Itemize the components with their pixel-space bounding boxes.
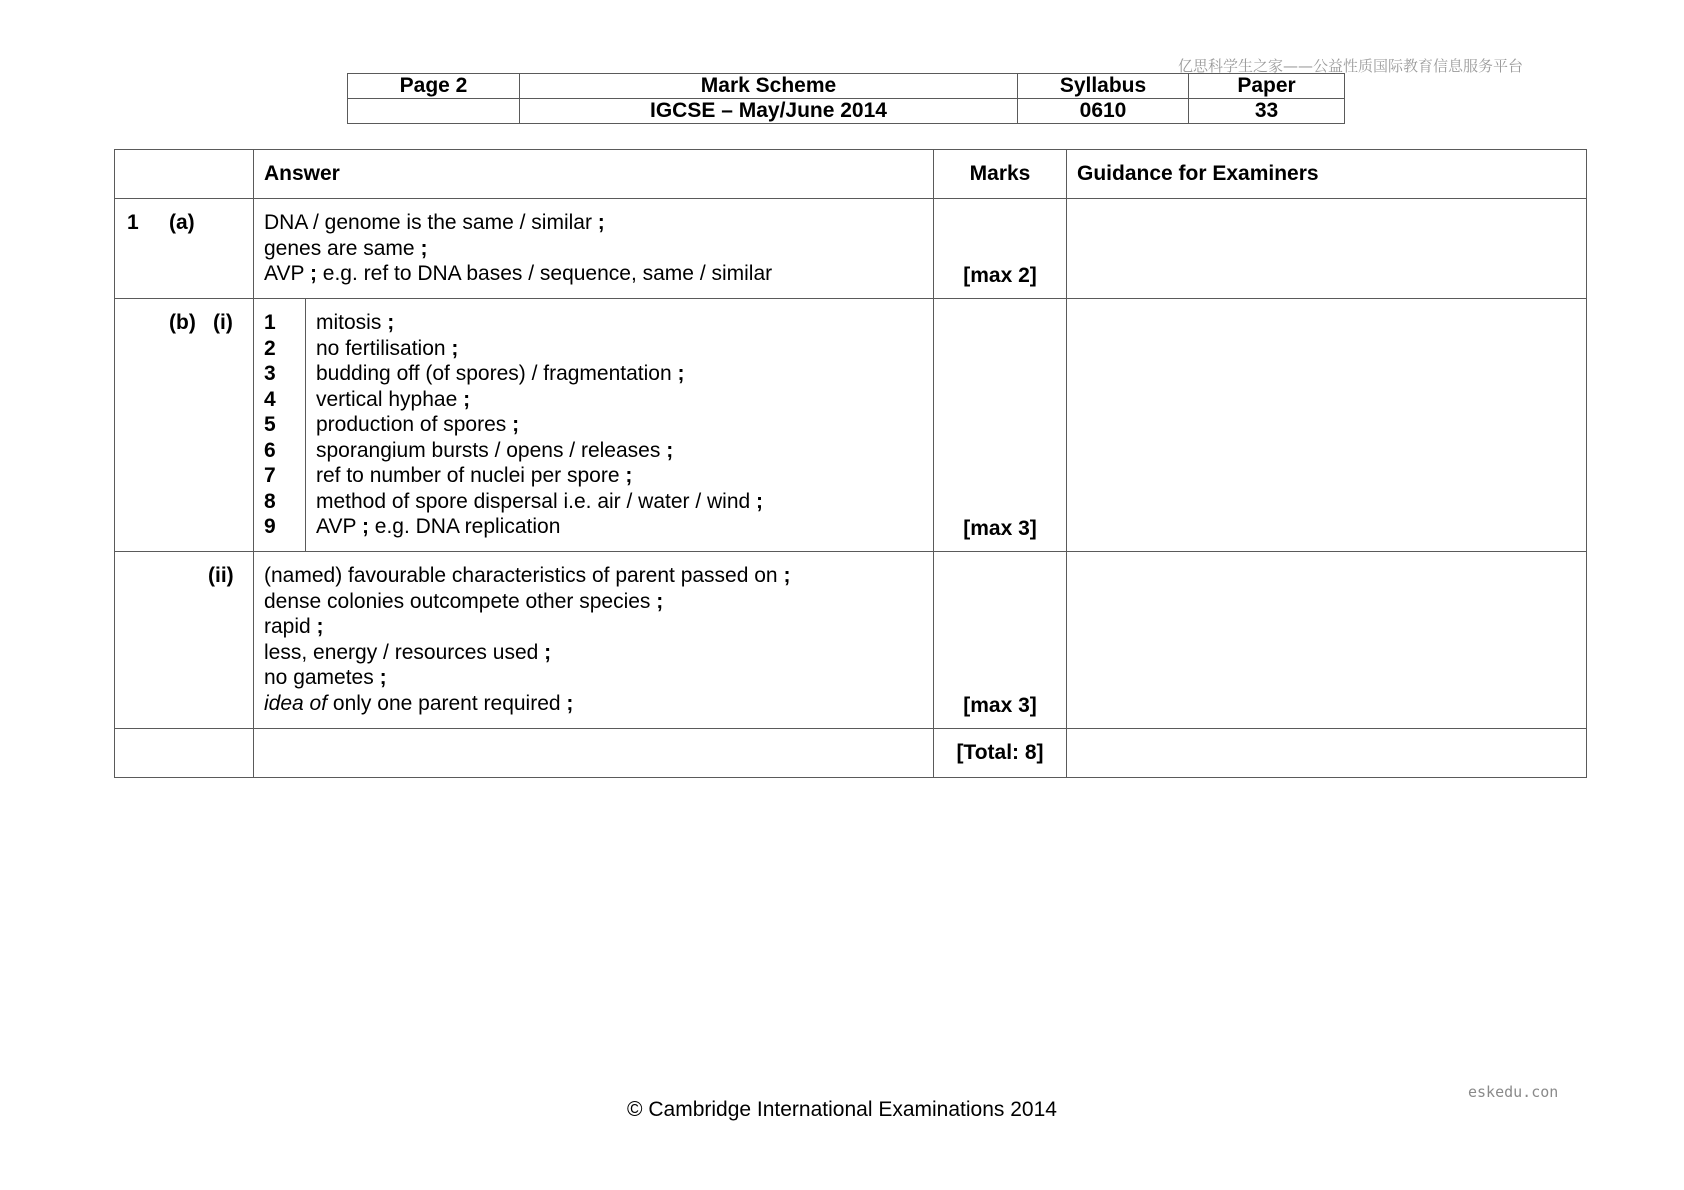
answer-item: ref to number of nuclei per spore ; — [316, 464, 633, 487]
total-marks: [Total: 8] — [934, 729, 1067, 778]
total-empty-cell — [115, 729, 254, 778]
answer-line: no gametes ; — [264, 666, 387, 689]
page-number: Page 2 — [348, 74, 520, 99]
answer-header: Answer — [254, 150, 934, 199]
answer-1bi — [306, 299, 934, 552]
item-number: 1 — [264, 311, 276, 334]
question-header — [115, 150, 254, 199]
item-number: 6 — [264, 438, 276, 462]
item-number: 4 — [264, 387, 276, 411]
answer-item: sporangium bursts / opens / releases ; — [316, 438, 674, 462]
guidance-1bii — [1067, 552, 1587, 729]
answer-item: production of spores ; — [316, 413, 520, 436]
question-part: (a) — [169, 211, 195, 234]
syllabus-label: Syllabus — [1018, 74, 1189, 99]
answer-1a — [254, 199, 934, 299]
item-number: 3 — [264, 362, 276, 385]
exam-session: IGCSE – May/June 2014 — [520, 99, 1018, 124]
watermark-top: 亿思科学生之家——公益性质国际教育信息服务平台 — [1178, 57, 1524, 75]
answer-line: idea of only one parent required ; — [264, 691, 574, 715]
guidance-1a — [1067, 199, 1587, 299]
answer-line: (named) favourable characteristics of parent passed on ; — [264, 564, 791, 587]
mark-scheme-title: Mark Scheme — [520, 74, 1018, 99]
paper-label: Paper — [1189, 74, 1345, 99]
question-1bi-row — [115, 299, 1587, 552]
question-1a-row — [115, 199, 1587, 299]
answer-line: DNA / genome is the same / similar ; — [264, 211, 605, 234]
answer-item: mitosis ; — [316, 311, 395, 334]
answer-line: genes are same ; — [264, 236, 428, 260]
answer-line: rapid ; — [264, 615, 324, 638]
marks-1a: [max 2] — [934, 199, 1067, 299]
marks-header: Marks — [934, 150, 1067, 199]
header-table — [347, 73, 1345, 124]
answer-line: less, energy / resources used ; — [264, 640, 552, 664]
marks-1bi: [max 3] — [934, 299, 1067, 552]
answer-item: method of spore dispersal i.e. air / water / wind ; — [316, 489, 764, 513]
item-number: 2 — [264, 336, 276, 360]
question-label-1bi — [115, 299, 254, 552]
total-empty-guidance — [1067, 729, 1587, 778]
syllabus-code: 0610 — [1018, 99, 1189, 124]
answer-line: dense colonies outcompete other species ; — [264, 589, 664, 613]
marks-1bii: [max 3] — [934, 552, 1067, 729]
answer-item: budding off (of spores) / fragmentation ; — [316, 362, 685, 385]
watermark-bottom: eskedu.con — [1468, 1083, 1559, 1101]
guidance-1bi — [1067, 299, 1587, 552]
copyright-footer: © Cambridge International Examinations 2014 — [627, 1098, 1057, 1121]
table-header-row — [115, 150, 1587, 199]
answer-1bii — [254, 552, 934, 729]
item-number: 9 — [264, 515, 276, 538]
question-number: 1 — [127, 211, 139, 234]
question-part: (b) — [169, 311, 196, 334]
question-1bii-row — [115, 552, 1587, 729]
item-number: 7 — [264, 464, 276, 487]
question-label-1a — [115, 199, 254, 299]
item-numbers — [254, 299, 306, 552]
item-number: 5 — [264, 413, 276, 436]
header-empty-cell — [348, 99, 520, 124]
answer-item: no fertilisation ; — [316, 336, 459, 360]
total-empty-answer — [254, 729, 934, 778]
mark-scheme-table — [114, 149, 1587, 778]
answer-line: AVP ; e.g. ref to DNA bases / sequence, same / similar — [264, 262, 773, 285]
question-subpart: (i) — [213, 311, 233, 334]
guidance-header: Guidance for Examiners — [1067, 150, 1587, 199]
answer-item: AVP ; e.g. DNA replication — [316, 515, 561, 538]
question-subpart: (ii) — [208, 564, 234, 587]
question-label-1bii — [115, 552, 254, 729]
total-row — [115, 729, 1587, 778]
paper-number: 33 — [1189, 99, 1345, 124]
item-number: 8 — [264, 489, 276, 513]
answer-item: vertical hyphae ; — [316, 387, 471, 411]
